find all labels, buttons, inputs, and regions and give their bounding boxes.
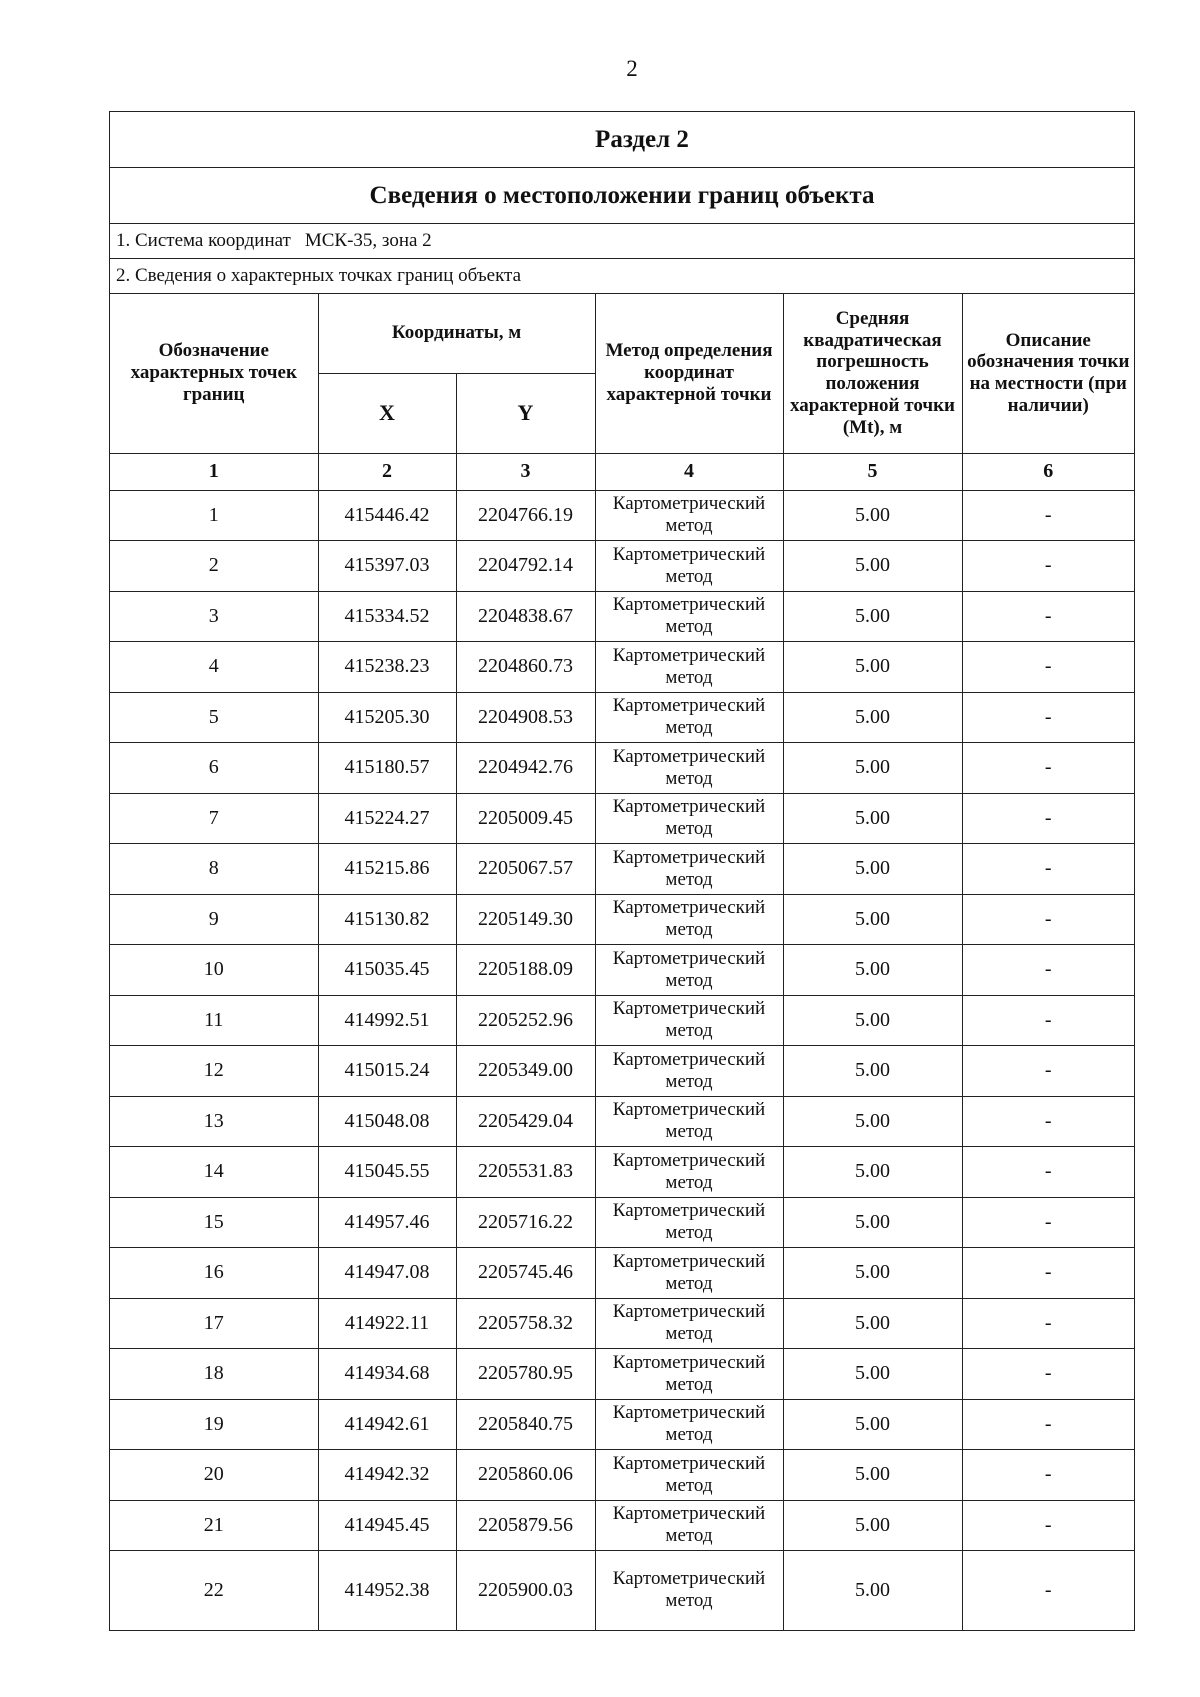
table-row: [110, 1197, 1134, 1248]
y-coordinate-cell: 2204766.19: [456, 490, 595, 541]
method-line-2: метод: [665, 1222, 713, 1244]
column-number: 3: [456, 453, 595, 490]
point-number-cell: 7: [110, 793, 318, 844]
description-cell: -: [962, 1197, 1134, 1248]
x-coordinate-cell: 414942.61: [318, 1399, 456, 1450]
description-cell: -: [962, 1046, 1134, 1097]
point-number-cell: 16: [110, 1248, 318, 1299]
method-cell: [595, 793, 783, 844]
error-cell: 5.00: [783, 1298, 962, 1349]
table-row: [110, 945, 1134, 996]
description-cell: -: [962, 743, 1134, 794]
y-coordinate-cell: 2204908.53: [456, 692, 595, 743]
y-coordinate-cell: 2205780.95: [456, 1349, 595, 1400]
table-row: [110, 995, 1134, 1046]
method-line-2: метод: [665, 1424, 713, 1446]
method-cell: [595, 1096, 783, 1147]
description-cell: -: [962, 541, 1134, 592]
method-line-2: метод: [665, 767, 713, 789]
y-coordinate-cell: 2205149.30: [456, 894, 595, 945]
header-y: Y: [456, 373, 595, 453]
column-number: 5: [783, 453, 962, 490]
description-cell: -: [962, 591, 1134, 642]
table-row: [110, 591, 1134, 642]
description-cell: -: [962, 692, 1134, 743]
method-line-2: метод: [665, 1070, 713, 1092]
error-cell: 5.00: [783, 1500, 962, 1551]
error-cell: 5.00: [783, 1197, 962, 1248]
method-line-1: Картометрический: [612, 1250, 766, 1272]
table-row: [110, 894, 1134, 945]
point-number-cell: 18: [110, 1349, 318, 1400]
error-cell: 5.00: [783, 591, 962, 642]
header-x: X: [318, 373, 456, 453]
description-cell: -: [962, 1147, 1134, 1198]
x-coordinate-cell: 415224.27: [318, 793, 456, 844]
error-cell: 5.00: [783, 1399, 962, 1450]
error-cell: 5.00: [783, 1147, 962, 1198]
method-cell: [595, 945, 783, 996]
x-coordinate-cell: 415334.52: [318, 591, 456, 642]
error-cell: 5.00: [783, 844, 962, 895]
x-coordinate-cell: 414942.32: [318, 1450, 456, 1501]
column-number: 2: [318, 453, 456, 490]
description-cell: -: [962, 642, 1134, 693]
table-row: [110, 1046, 1134, 1097]
method-line-2: метод: [665, 666, 713, 688]
method-cell: [595, 692, 783, 743]
x-coordinate-cell: 414952.38: [318, 1551, 456, 1630]
x-coordinate-cell: 415035.45: [318, 945, 456, 996]
table-row: [110, 541, 1134, 592]
method-line-2: метод: [665, 868, 713, 890]
description-cell: -: [962, 1450, 1134, 1501]
y-coordinate-cell: 2204942.76: [456, 743, 595, 794]
y-coordinate-cell: 2205745.46: [456, 1248, 595, 1299]
y-coordinate-cell: 2205531.83: [456, 1147, 595, 1198]
column-number: 1: [110, 453, 318, 490]
method-cell: [595, 1248, 783, 1299]
error-cell: 5.00: [783, 1450, 962, 1501]
table-row: [110, 1500, 1134, 1551]
method-line-1: Картометрический: [612, 846, 766, 868]
method-line-1: Картометрический: [612, 1503, 766, 1525]
method-line-1: Картометрический: [612, 695, 766, 717]
description-cell: -: [962, 894, 1134, 945]
description-cell: -: [962, 1298, 1134, 1349]
description-cell: -: [962, 793, 1134, 844]
description-cell: -: [962, 995, 1134, 1046]
error-cell: 5.00: [783, 995, 962, 1046]
point-number-cell: 14: [110, 1147, 318, 1198]
error-cell: 5.00: [783, 894, 962, 945]
table-row: [110, 793, 1134, 844]
method-line-1: Картометрический: [612, 897, 766, 919]
y-coordinate-cell: 2205758.32: [456, 1298, 595, 1349]
x-coordinate-cell: 415215.86: [318, 844, 456, 895]
x-coordinate-cell: 415205.30: [318, 692, 456, 743]
method-line-2: метод: [665, 717, 713, 739]
method-cell: [595, 1500, 783, 1551]
method-cell: [595, 541, 783, 592]
method-line-2: метод: [665, 1590, 713, 1612]
method-line-1: Картометрический: [612, 796, 766, 818]
error-cell: 5.00: [783, 541, 962, 592]
table-row: [110, 1551, 1134, 1630]
description-cell: -: [962, 1399, 1134, 1450]
y-coordinate-cell: 2204792.14: [456, 541, 595, 592]
y-coordinate-cell: 2205429.04: [456, 1096, 595, 1147]
method-line-2: метод: [665, 919, 713, 941]
method-cell: [595, 1147, 783, 1198]
y-coordinate-cell: 2205716.22: [456, 1197, 595, 1248]
y-coordinate-cell: 2205188.09: [456, 945, 595, 996]
points-subtitle: 2. Сведения о характерных точках границ объекта: [110, 259, 1134, 294]
method-cell: [595, 642, 783, 693]
method-cell: [595, 1399, 783, 1450]
method-cell: [595, 1046, 783, 1097]
column-number: 6: [962, 453, 1134, 490]
x-coordinate-cell: 414947.08: [318, 1248, 456, 1299]
method-line-1: Картометрический: [612, 1149, 766, 1171]
method-line-2: метод: [665, 1323, 713, 1345]
error-cell: 5.00: [783, 692, 962, 743]
method-line-1: Картометрический: [612, 594, 766, 616]
table-row: [110, 1248, 1134, 1299]
method-line-1: Картометрический: [612, 1351, 766, 1373]
header-description: Описание обозначения точки на местности (при наличии): [962, 294, 1134, 453]
x-coordinate-cell: 415045.55: [318, 1147, 456, 1198]
y-coordinate-cell: 2205879.56: [456, 1500, 595, 1551]
method-cell: [595, 1298, 783, 1349]
method-line-1: Картометрический: [612, 1452, 766, 1474]
table-row: [110, 1399, 1134, 1450]
method-cell: [595, 591, 783, 642]
point-number-cell: 1: [110, 490, 318, 541]
x-coordinate-cell: 414934.68: [318, 1349, 456, 1400]
method-line-1: Картометрический: [612, 1048, 766, 1070]
error-cell: 5.00: [783, 1248, 962, 1299]
method-cell: [595, 894, 783, 945]
point-number-cell: 21: [110, 1500, 318, 1551]
error-cell: 5.00: [783, 743, 962, 794]
y-coordinate-cell: 2205067.57: [456, 844, 595, 895]
method-line-2: метод: [665, 818, 713, 840]
y-coordinate-cell: 2204860.73: [456, 642, 595, 693]
coordinate-system-label: 1. Система координат: [116, 230, 291, 251]
section-heading: Раздел 2: [110, 112, 1134, 168]
method-cell: [595, 995, 783, 1046]
header-designation: Обозначение характерных точек границ: [110, 294, 318, 453]
method-line-1: Картометрический: [612, 1200, 766, 1222]
point-number-cell: 13: [110, 1096, 318, 1147]
method-cell: [595, 1197, 783, 1248]
method-line-1: Картометрический: [612, 1402, 766, 1424]
point-number-cell: 20: [110, 1450, 318, 1501]
table-row: [110, 1450, 1134, 1501]
method-line-2: метод: [665, 1121, 713, 1143]
method-line-2: метод: [665, 1525, 713, 1547]
description-cell: -: [962, 945, 1134, 996]
table-row: [110, 1298, 1134, 1349]
coordinate-system-value: МСК-35, зона 2: [304, 230, 432, 251]
description-cell: -: [962, 490, 1134, 541]
x-coordinate-cell: 415446.42: [318, 490, 456, 541]
point-number-cell: 9: [110, 894, 318, 945]
description-cell: -: [962, 1551, 1134, 1630]
description-cell: -: [962, 1500, 1134, 1551]
description-cell: -: [962, 1096, 1134, 1147]
point-number-cell: 2: [110, 541, 318, 592]
method-line-2: метод: [665, 616, 713, 638]
method-cell: [595, 743, 783, 794]
table-row: [110, 490, 1134, 541]
method-line-2: метод: [665, 1373, 713, 1395]
method-line-1: Картометрический: [612, 1099, 766, 1121]
table-row: [110, 642, 1134, 693]
method-cell: [595, 1349, 783, 1400]
x-coordinate-cell: 415130.82: [318, 894, 456, 945]
method-line-2: метод: [665, 969, 713, 991]
points-table-body: [110, 490, 1134, 1630]
header-coordinates: Координаты, м: [318, 294, 595, 373]
y-coordinate-cell: 2205349.00: [456, 1046, 595, 1097]
table-row: [110, 1147, 1134, 1198]
x-coordinate-cell: 415397.03: [318, 541, 456, 592]
table-row: [110, 692, 1134, 743]
x-coordinate-cell: 414945.45: [318, 1500, 456, 1551]
error-cell: 5.00: [783, 642, 962, 693]
point-number-cell: 22: [110, 1551, 318, 1630]
method-line-1: Картометрический: [612, 998, 766, 1020]
x-coordinate-cell: 414992.51: [318, 995, 456, 1046]
method-line-2: метод: [665, 1171, 713, 1193]
y-coordinate-cell: 2205840.75: [456, 1399, 595, 1450]
error-cell: 5.00: [783, 1349, 962, 1400]
x-coordinate-cell: 415180.57: [318, 743, 456, 794]
point-number-cell: 5: [110, 692, 318, 743]
method-line-2: метод: [665, 1272, 713, 1294]
page-number: 2: [626, 56, 638, 81]
coordinate-system-row: [110, 224, 1134, 259]
method-line-1: Картометрический: [612, 543, 766, 565]
point-number-cell: 15: [110, 1197, 318, 1248]
description-cell: -: [962, 1248, 1134, 1299]
point-number-cell: 3: [110, 591, 318, 642]
point-number-cell: 12: [110, 1046, 318, 1097]
y-coordinate-cell: 2205252.96: [456, 995, 595, 1046]
y-coordinate-cell: 2205009.45: [456, 793, 595, 844]
method-line-2: метод: [665, 1474, 713, 1496]
y-coordinate-cell: 2205900.03: [456, 1551, 595, 1630]
method-line-1: Картометрический: [612, 1301, 766, 1323]
method-cell: [595, 1450, 783, 1501]
method-line-2: метод: [665, 515, 713, 537]
method-line-2: метод: [665, 1020, 713, 1042]
x-coordinate-cell: 414922.11: [318, 1298, 456, 1349]
method-line-1: Картометрический: [612, 1568, 766, 1590]
x-coordinate-cell: 415238.23: [318, 642, 456, 693]
description-cell: -: [962, 844, 1134, 895]
point-number-cell: 4: [110, 642, 318, 693]
error-cell: 5.00: [783, 945, 962, 996]
point-number-cell: 6: [110, 743, 318, 794]
error-cell: 5.00: [783, 1096, 962, 1147]
table-row: [110, 844, 1134, 895]
y-coordinate-cell: 2204838.67: [456, 591, 595, 642]
boundary-points-table: [110, 294, 1134, 1630]
point-number-cell: 11: [110, 995, 318, 1046]
point-number-cell: 19: [110, 1399, 318, 1450]
table-row: [110, 1096, 1134, 1147]
point-number-cell: 17: [110, 1298, 318, 1349]
point-number-cell: 8: [110, 844, 318, 895]
method-cell: [595, 844, 783, 895]
header-error: Средняя квадратическая погрешность положения характерной точки (Mt), м: [783, 294, 962, 453]
description-cell: -: [962, 1349, 1134, 1400]
error-cell: 5.00: [783, 1551, 962, 1630]
method-cell: [595, 490, 783, 541]
y-coordinate-cell: 2205860.06: [456, 1450, 595, 1501]
error-cell: 5.00: [783, 793, 962, 844]
x-coordinate-cell: 414957.46: [318, 1197, 456, 1248]
method-line-1: Картометрический: [612, 947, 766, 969]
table-row: [110, 1349, 1134, 1400]
header-method: Метод определения координат характерной точки: [595, 294, 783, 453]
x-coordinate-cell: 415048.08: [318, 1096, 456, 1147]
method-line-1: Картометрический: [612, 644, 766, 666]
x-coordinate-cell: 415015.24: [318, 1046, 456, 1097]
page-title: Сведения о местоположении границ объекта: [110, 168, 1134, 224]
error-cell: 5.00: [783, 490, 962, 541]
table-row: [110, 743, 1134, 794]
method-cell: [595, 1551, 783, 1630]
column-number: 4: [595, 453, 783, 490]
method-line-1: Картометрический: [612, 493, 766, 515]
boundary-section-frame: [109, 111, 1135, 1631]
method-line-1: Картометрический: [612, 745, 766, 767]
method-line-2: метод: [665, 565, 713, 587]
error-cell: 5.00: [783, 1046, 962, 1097]
point-number-cell: 10: [110, 945, 318, 996]
